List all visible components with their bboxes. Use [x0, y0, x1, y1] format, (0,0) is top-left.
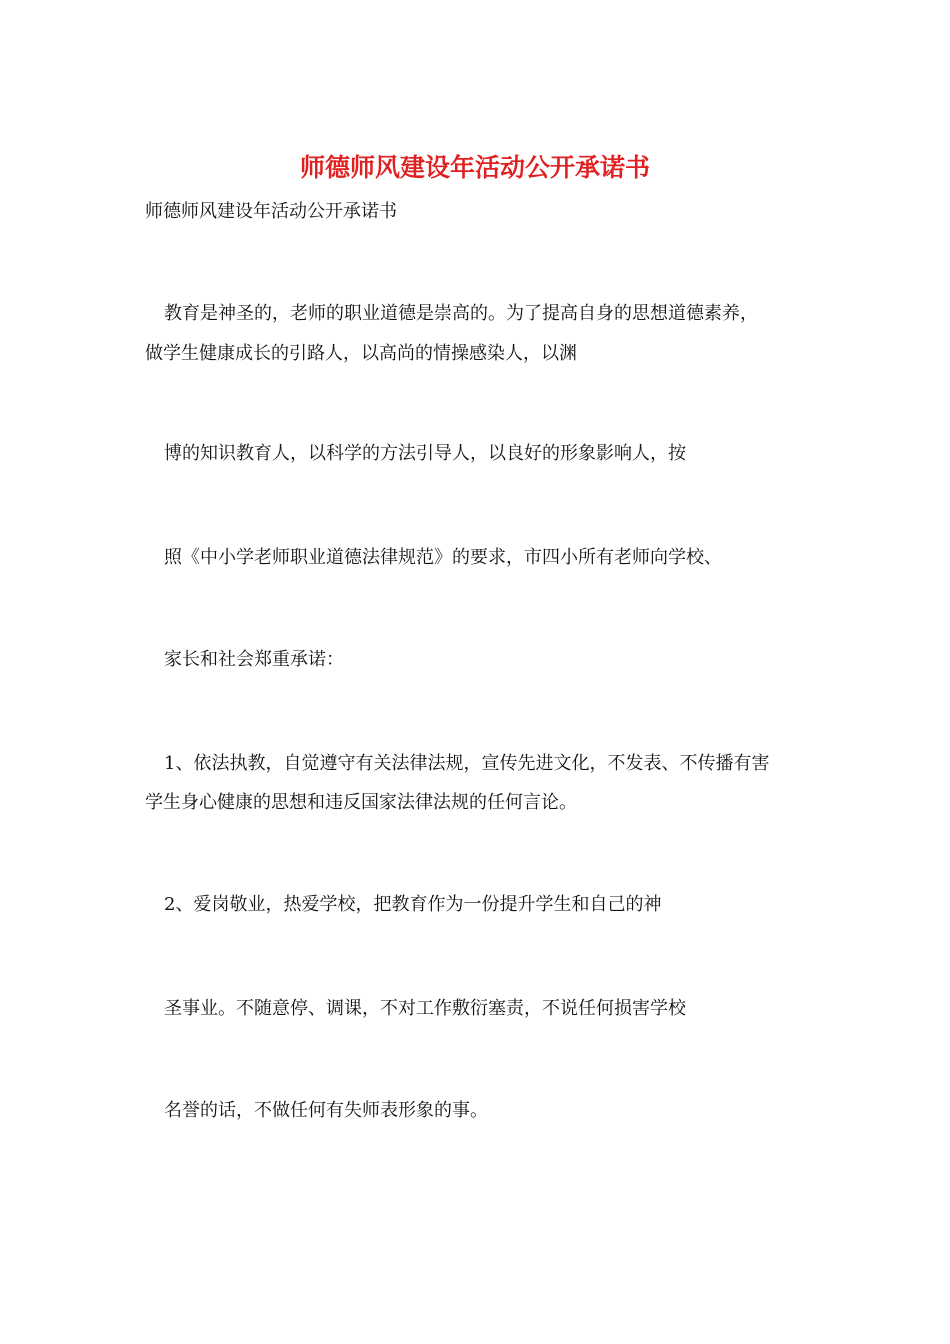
paragraph-line: 做学生健康成长的引路人，以高尚的情操感染人，以渊	[145, 343, 577, 364]
list-item-2-line: 2、爱岗敬业，热爱学校，把教育作为一份提升学生和自己的神	[164, 894, 662, 915]
list-item-1-line: 学生身心健康的思想和违反国家法律法规的任何言论。	[145, 792, 577, 813]
paragraph-line: 教育是神圣的，老师的职业道德是崇高的。为了提高自身的思想道德素养，	[164, 303, 758, 324]
list-item-2-line: 名誉的话，不做任何有失师表形象的事。	[164, 1100, 488, 1121]
paragraph-line: 博的知识教育人，以科学的方法引导人，以良好的形象影响人，按	[164, 443, 686, 464]
paragraph-line: 照《中小学老师职业道德法律规范》的要求，市四小所有老师向学校、	[164, 547, 722, 568]
list-item-2-line: 圣事业。不随意停、调课，不对工作敷衍塞责，不说任何损害学校	[164, 998, 686, 1019]
paragraph-line: 家长和社会郑重承诺：	[164, 649, 344, 670]
list-item-1-line: 1、依法执教，自觉遵守有关法律法规，宣传先进文化，不发表、不传播有害	[164, 753, 770, 774]
document-subtitle: 师德师风建设年活动公开承诺书	[145, 201, 397, 222]
document-title: 师德师风建设年活动公开承诺书	[299, 153, 650, 182]
